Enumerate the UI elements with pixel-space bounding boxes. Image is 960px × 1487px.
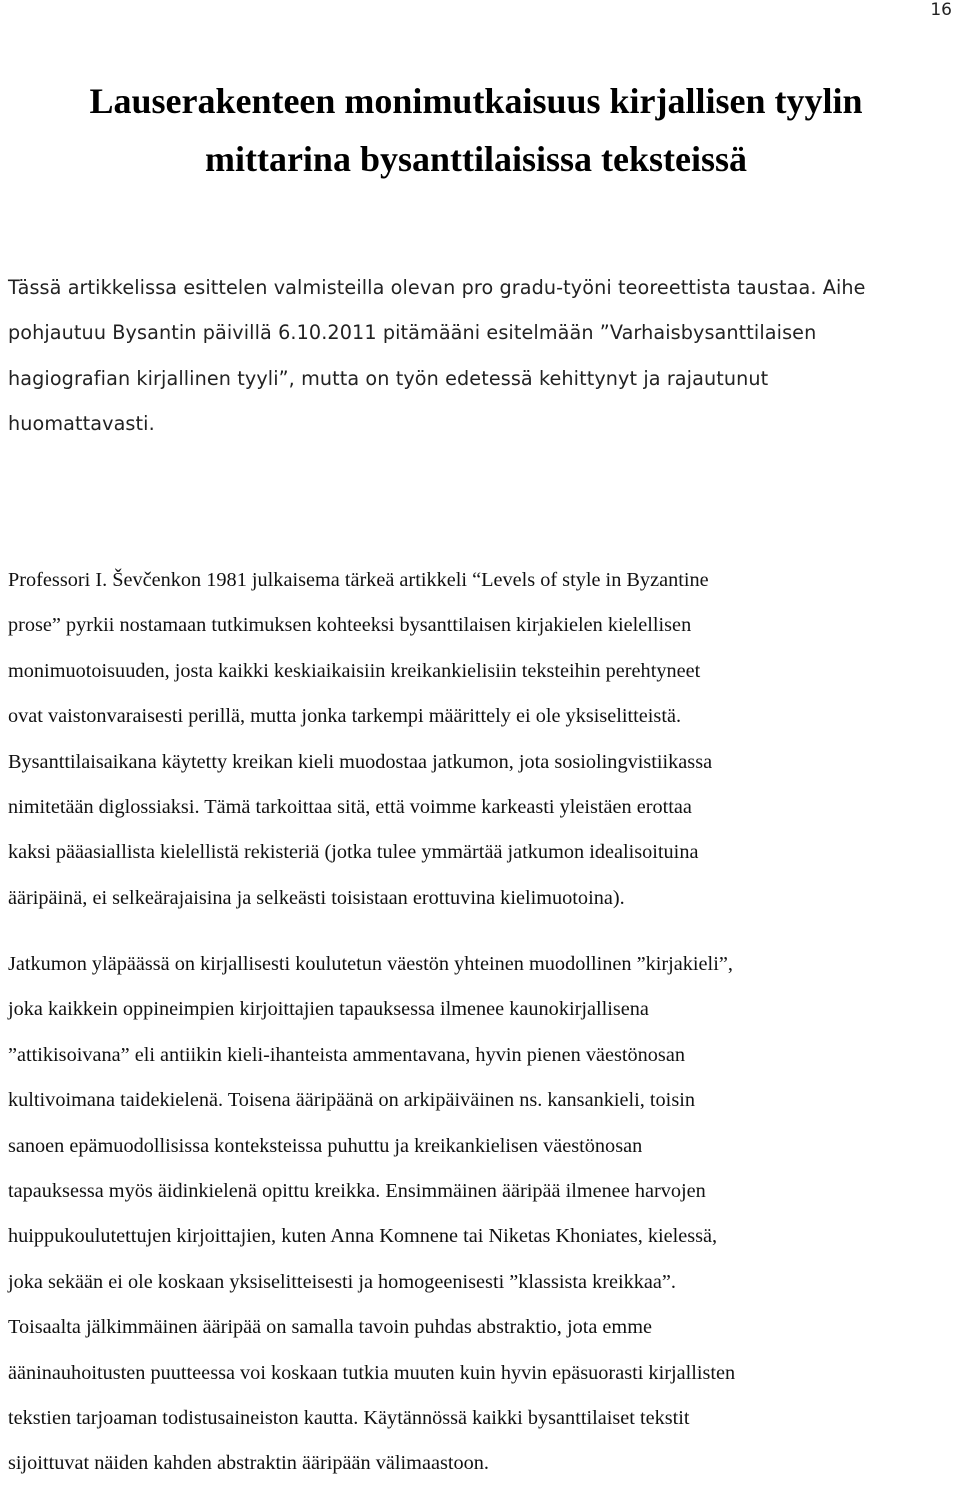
text-line: Bysanttilaisaikana käytetty kreikan kieli muodostaa jatkumon, jota sosiolingvistiikassa: [8, 750, 713, 773]
text-line: kultivoimana taidekielenä. Toisena ääripäänä on arkipäiväinen ns. kansankieli, toisin: [8, 1089, 695, 1112]
text-line: Professori I. Ševčenkon 1981 julkaisema tärkeä artikkeli “Levels of style in Byzantine: [8, 569, 709, 591]
article-title: [0, 72, 952, 188]
text-line: tapauksessa myös äidinkielenä opittu kreikka. Ensimmäinen ääripää ilmenee harvojen: [8, 1179, 706, 1202]
text-line: ääripäinä, ei selkeärajaisina ja selkeästi toisistaan erottuvina kielimuotoina).: [8, 886, 625, 909]
body-paragraph-1: [8, 558, 712, 921]
text-line: prose” pyrkii nostamaan tutkimuksen kohteeksi bysanttilaisen kirjakielen kielellisen: [8, 614, 692, 637]
title-line: Lauserakenteen monimutkaisuus kirjallisen tyylin: [89, 81, 863, 121]
text-line: monimuotoisuuden, josta kaikki keskiaikaisiin kreikankielisiin teksteihin perehtyneet: [8, 659, 701, 682]
text-line: ääninauhoitusten puutteessa voi koskaan tutkia muuten kuin hyvin epäsuorasti kirjallisten: [8, 1361, 736, 1384]
text-line: nimitetään diglossiaksi. Tämä tarkoittaa sitä, että voimme karkeasti yleistäen erottaa: [8, 795, 692, 818]
text-line: joka kaikkein oppineimpien kirjoittajien tapauksessa ilmenee kaunokirjallisena: [8, 998, 649, 1021]
text-line: hagiografian kirjallinen tyyli”, mutta on työn edetessä kehittynyt ja rajautunut: [8, 366, 769, 390]
intro-paragraph: [8, 265, 866, 447]
text-line: kaksi pääasiallista kielellistä rekisteriä (jotka tulee ymmärtää jatkumon idealisoituina: [8, 841, 699, 864]
text-line: Tässä artikkelissa esittelen valmisteilla olevan pro gradu-työni teoreettista taustaa. Aihe: [8, 276, 866, 299]
text-line: pohjautuu Bysantin päivillä 6.10.2011 pitämääni esitelmään ”Varhaisbysanttilaisen: [8, 321, 817, 345]
title-line: mittarina bysanttilaisissa teksteissä: [204, 139, 748, 179]
text-line: Jatkumon yläpäässä on kirjallisesti koulutetun väestön yhteinen muodollinen ”kirjakieli”,: [8, 953, 733, 975]
body-paragraph-2: [8, 942, 735, 1487]
text-line: Toisaalta jälkimmäinen ääripää on samalla tavoin puhdas abstraktio, jota emme: [8, 1316, 652, 1339]
text-line: joka sekään ei ole koskaan yksiselitteisesti ja homogeenisesti ”klassista kreikkaa”.: [8, 1270, 676, 1293]
text-line: sanoen epämuodollisissa konteksteissa puhuttu ja kreikankielisen väestönosan: [8, 1134, 643, 1157]
text-line: huomattavasti.: [8, 412, 155, 436]
text-line: tekstien tarjoaman todistusaineiston kautta. Käytännössä kaikki bysanttilaiset tekstit: [8, 1406, 690, 1429]
text-line: ovat vaistonvaraisesti perillä, mutta jonka tarkempi määrittely ei ole yksiselitteistä.: [8, 705, 682, 728]
text-line: ”attikisoivana” eli antiikin kieli-ihanteista ammentavana, hyvin pienen väestönosan: [8, 1043, 685, 1066]
page-number: 16: [930, 0, 952, 20]
text-line: sijoittuvat näiden kahden abstraktin ääripään välimaastoon.: [8, 1452, 489, 1475]
text-line: huippukoulutettujen kirjoittajien, kuten Anna Komnene tai Niketas Khoniates, kielessä,: [8, 1225, 718, 1248]
